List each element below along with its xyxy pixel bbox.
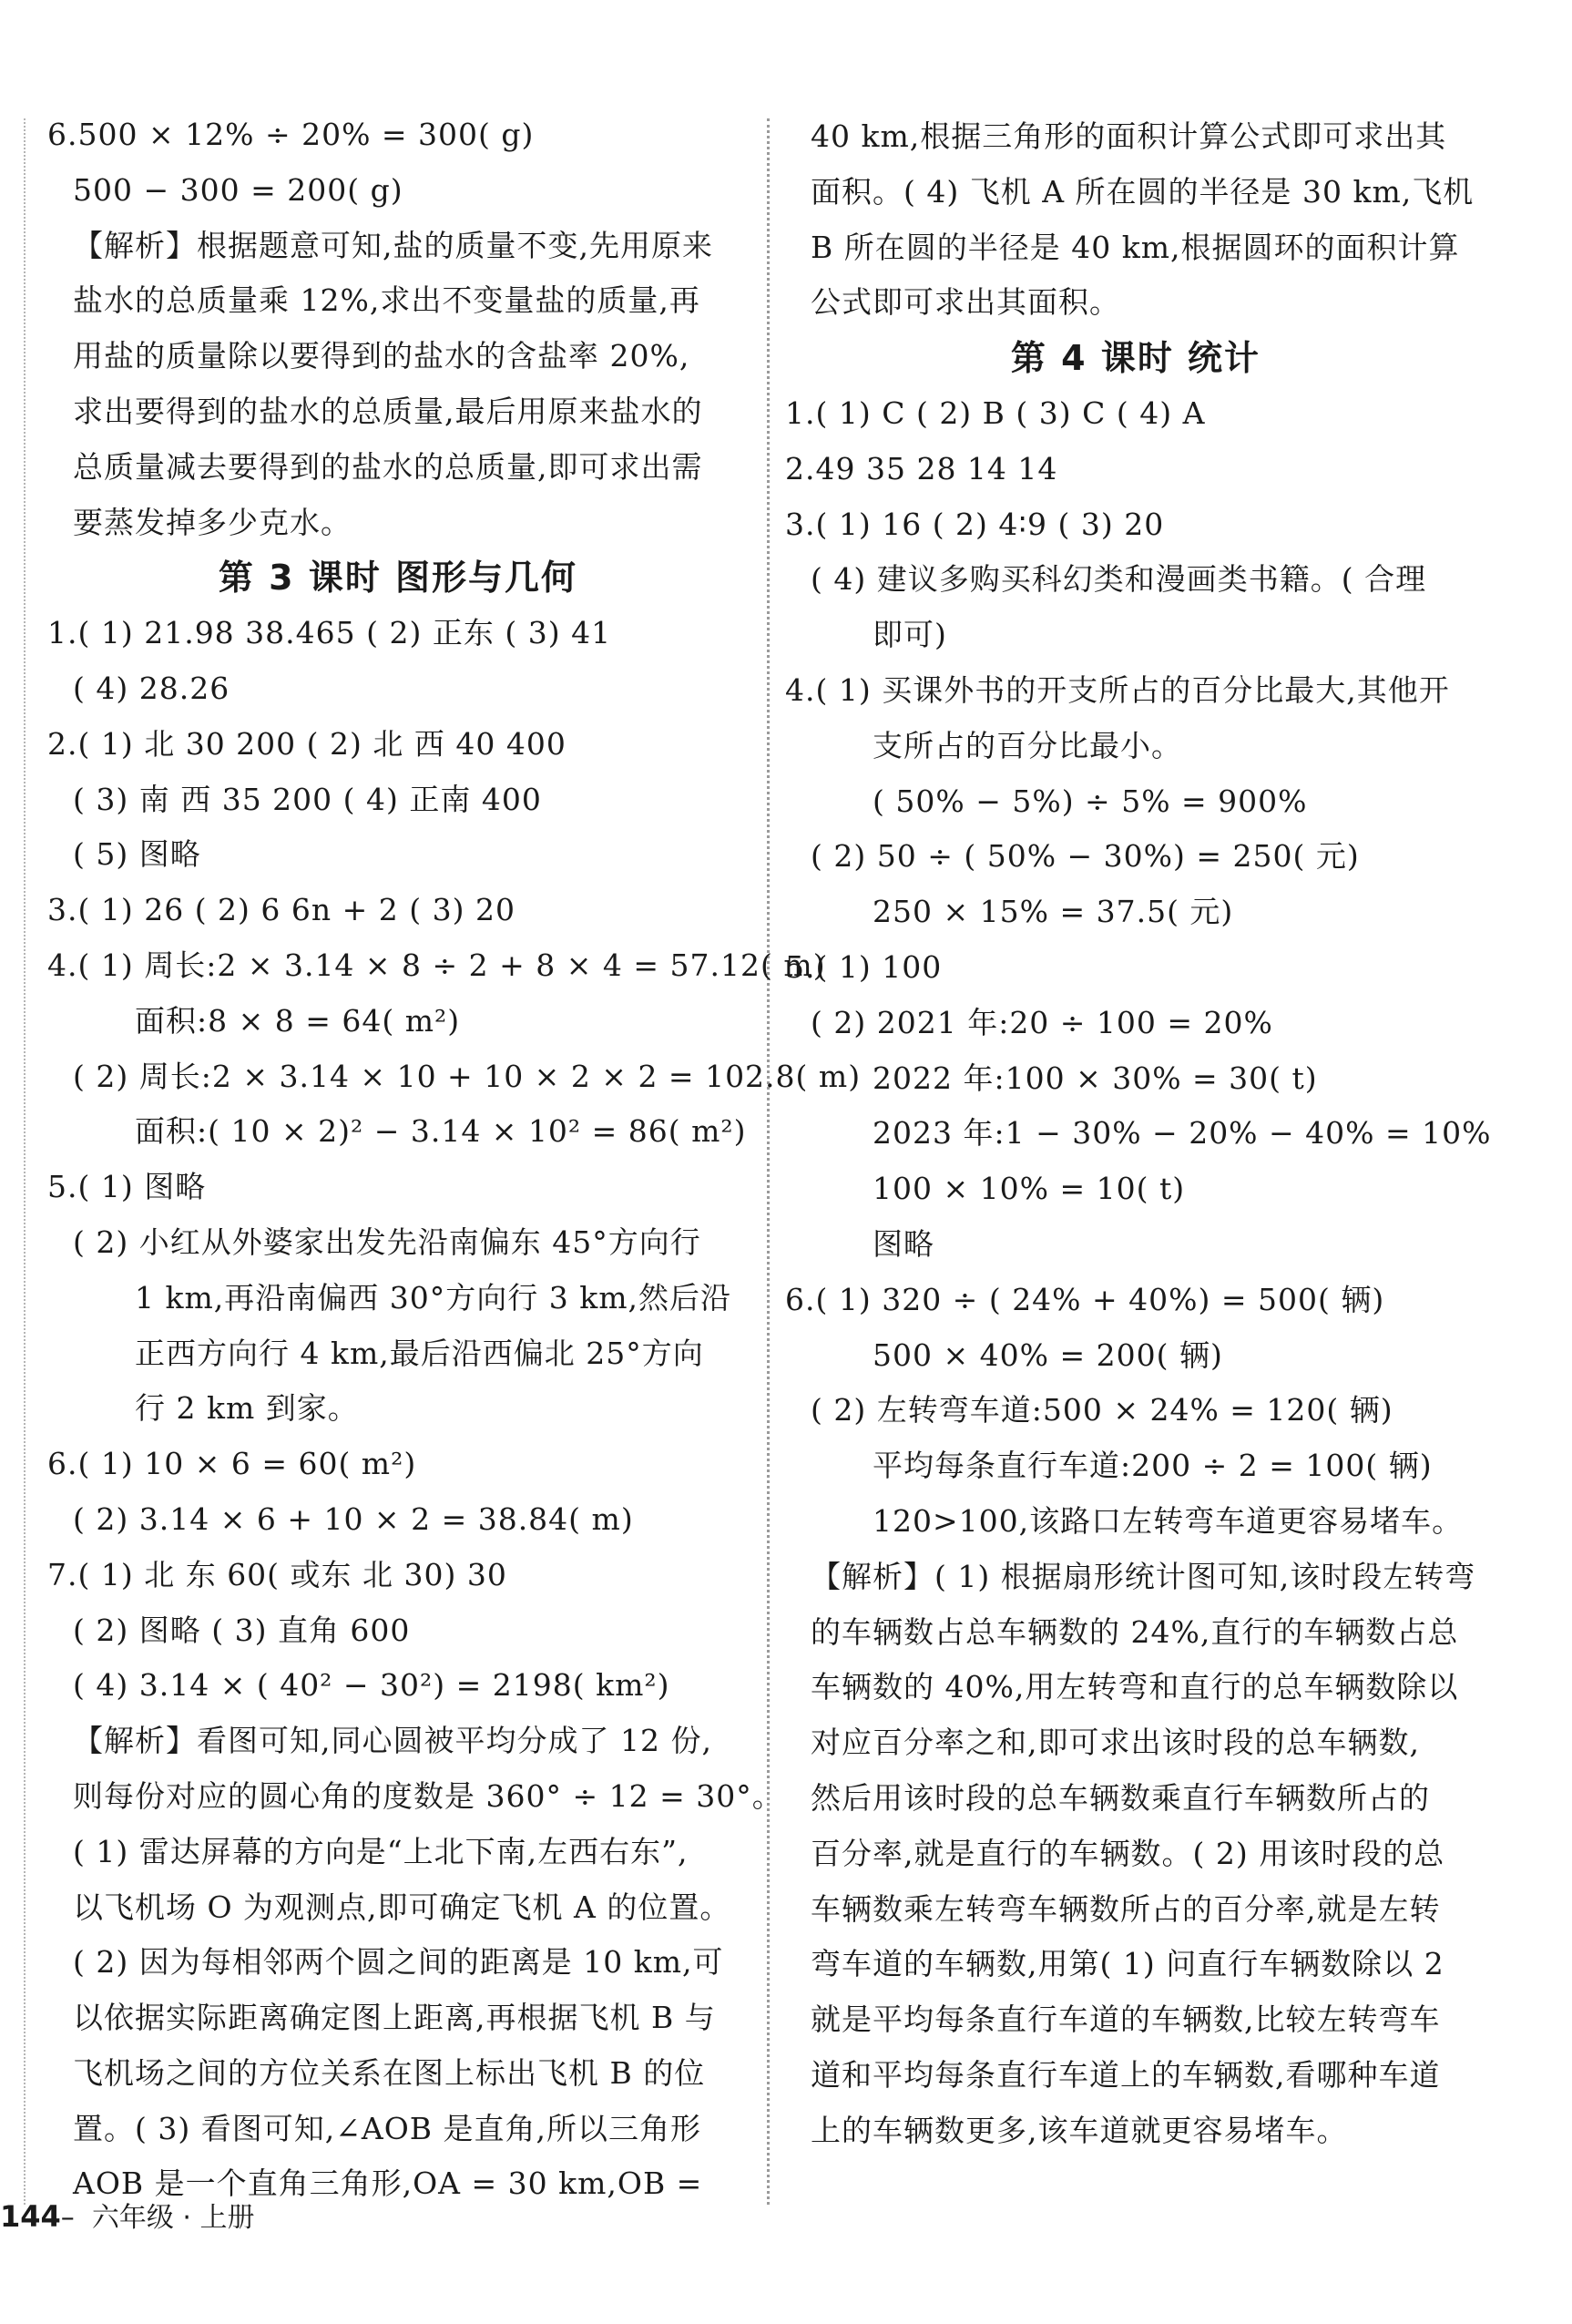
text-line: 120>100,该路口左转弯车道更容易堵车。 (873, 1502, 1464, 1539)
text-line: ( 2) 周长:2 × 3.14 × 10 + 10 × 2 × 2 = 102.8( m) (73, 1058, 862, 1094)
text-line: 飞机场之间的方位关系在图上标出飞机 B 的位 (73, 2054, 706, 2091)
section-title: 第 3 课时 图形与几何 (218, 558, 578, 599)
text-line: 【解析】( 1) 根据扇形统计图可知,该时段左转弯 (811, 1558, 1476, 1594)
text-line: 3.( 1) 16 ( 2) 4∶9 ( 3) 20 (785, 506, 1165, 542)
text-line: 平均每条直行车道:200 ÷ 2 = 100( 辆) (873, 1448, 1433, 1484)
text-line: 以依据实际距离确定图上距离,再根据飞机 B 与 (73, 2000, 716, 2036)
page-number: 144 (0, 2199, 61, 2234)
text-line: ( 5) 图略 (73, 836, 201, 873)
text-line: 6.500 × 12% ÷ 20% = 300( g) (47, 117, 535, 152)
text-line: B 所在圆的半径是 40 km,根据圆环的面积计算 (811, 229, 1460, 265)
text-line: 则每份对应的圆心角的度数是 360° ÷ 12 = 30°。 (73, 1777, 783, 1814)
text-line: 2023 年:1 − 30% − 20% − 40% = 10% (873, 1115, 1492, 1152)
text-line: ( 50% − 5%) ÷ 5% = 900% (873, 783, 1308, 819)
text-line: 250 × 15% = 37.5( 元) (873, 894, 1234, 930)
text-line: 就是平均每条直行车道的车辆数,比较左转弯车 (811, 2002, 1441, 2038)
text-line: 车辆数的 40%,用左转弯和直行的总车辆数除以 (811, 1669, 1459, 1705)
text-line: 【解析】根据题意可知,盐的质量不变,先用原来 (73, 227, 713, 263)
footer-dash: – (60, 2202, 75, 2234)
text-line: ( 4) 3.14 × ( 40² − 30²) = 2198( km²) (73, 1667, 670, 1704)
text-line: 面积。( 4) 飞机 A 所在圆的半径是 30 km,飞机 (811, 173, 1475, 210)
right-column (785, 109, 1492, 2158)
text-line: 上的车辆数更多,该车道就更容易堵车。 (811, 2112, 1348, 2148)
text-line: 支所占的百分比最小。 (873, 727, 1182, 763)
grade-label: 六年级 · 上册 (91, 2202, 255, 2234)
text-line: ( 2) 左转弯车道:500 × 24% = 120( 辆) (811, 1392, 1393, 1428)
text-line: 即可) (873, 617, 947, 653)
text-line: 的车辆数占总车辆数的 24%,直行的车辆数占总 (811, 1613, 1459, 1650)
text-line: AOB 是一个直角三角形,OA = 30 km,OB = (73, 2165, 703, 2202)
text-line: 500 × 40% = 200( 辆) (873, 1336, 1223, 1373)
text-line: ( 2) 图略 ( 3) 直角 600 (73, 1612, 411, 1648)
text-line: 4.( 1) 周长:2 × 3.14 × 8 ÷ 2 + 8 × 4 = 57.12( m) (47, 947, 826, 983)
text-line: 6.( 1) 320 ÷ ( 24% + 40%) = 500( 辆) (785, 1281, 1385, 1317)
text-line: 5.( 1) 图略 (47, 1169, 207, 1205)
text-line: 行 2 km 到家。 (135, 1390, 359, 1427)
text-line: 1.( 1) C ( 2) B ( 3) C ( 4) A (785, 394, 1206, 431)
text-line: 图略 (873, 1225, 934, 1262)
text-line: 面积:8 × 8 = 64( m²) (135, 1002, 461, 1039)
text-line: 2.( 1) 北 30 200 ( 2) 北 西 40 400 (47, 725, 567, 762)
text-line: 以飞机场 O 为观测点,即可确定飞机 A 的位置。 (73, 1889, 731, 1925)
text-line: ( 2) 3.14 × 6 + 10 × 2 = 38.84( m) (73, 1500, 634, 1537)
text-line: 然后用该时段的总车辆数乘直行车辆数所占的 (811, 1779, 1430, 1816)
text-line: 盐水的总质量乘 12%,求出不变量盐的质量,再 (73, 282, 700, 319)
text-line: 4.( 1) 买课外书的开支所占的百分比最大,其他开 (785, 671, 1450, 708)
text-line: 100 × 10% = 10( t) (873, 1171, 1186, 1207)
text-line: ( 2) 50 ÷ ( 50% − 30%) = 250( 元) (811, 838, 1360, 875)
text-line: 6.( 1) 10 × 6 = 60( m²) (47, 1446, 417, 1482)
text-line: 用盐的质量除以要得到的盐水的含盐率 20%, (73, 338, 690, 374)
text-line: 要蒸发掉多少克水。 (73, 504, 352, 540)
text-line: 1.( 1) 21.98 38.465 ( 2) 正东 ( 3) 41 (47, 615, 612, 651)
text-line: ( 4) 建议多购买科幻类和漫画类书籍。( 合理 (811, 561, 1427, 598)
text-line: 总质量减去要得到的盐水的总质量,即可求出需 (73, 448, 703, 485)
column-divider (767, 118, 770, 2205)
text-line: 正西方向行 4 km,最后沿西偏北 25°方向 (135, 1335, 704, 1371)
text-line: 面积:( 10 × 2)² − 3.14 × 10² = 86( m²) (135, 1113, 747, 1150)
text-line: 置。( 3) 看图可知,∠AOB 是直角,所以三角形 (73, 2110, 701, 2146)
text-line: ( 1) 雷达屏幕的方向是“上北下南,左西右东”, (73, 1833, 689, 1869)
text-line: ( 2) 因为每相邻两个圆之间的距离是 10 km,可 (73, 1944, 724, 1981)
text-line: 道和平均每条直行车道上的车辆数,看哪种车道 (811, 2056, 1441, 2093)
text-line: 对应百分率之和,即可求出该时段的总车辆数, (811, 1725, 1420, 1761)
text-line: ( 3) 南 西 35 200 ( 4) 正南 400 (73, 781, 542, 817)
section-title: 第 4 课时 统计 (1010, 338, 1261, 379)
text-line: 500 − 300 = 200( g) (73, 171, 403, 208)
text-line: 2022 年:100 × 30% = 30( t) (873, 1060, 1318, 1096)
text-line: 5.( 1) 100 (785, 948, 943, 985)
text-line: 弯车道的车辆数,用第( 1) 问直行车辆数除以 2 (811, 1946, 1444, 1982)
text-line: ( 2) 小红从外婆家出发先沿南偏东 45°方向行 (73, 1223, 701, 1260)
text-line: 2.49 35 28 14 14 (785, 450, 1058, 486)
text-line: 3.( 1) 26 ( 2) 6 6n + 2 ( 3) 20 (47, 892, 515, 928)
text-line: 40 km,根据三角形的面积计算公式即可求出其 (811, 118, 1447, 154)
text-line: 百分率,就是直行的车辆数。( 2) 用该时段的总 (811, 1835, 1445, 1871)
text-line: 【解析】看图可知,同心圆被平均分成了 12 份, (73, 1723, 712, 1759)
page-footer (0, 2194, 254, 2241)
left-margin-rule (24, 118, 26, 2205)
text-line: ( 4) 28.26 (73, 670, 230, 706)
text-line: ( 2) 2021 年:20 ÷ 100 = 20% (811, 1004, 1273, 1040)
left-column (47, 107, 862, 2212)
text-line: 1 km,再沿南偏西 30°方向行 3 km,然后沿 (135, 1279, 731, 1316)
text-line: 车辆数乘左转弯车辆数所占的百分率,就是左转 (811, 1890, 1441, 1927)
text-line: 7.( 1) 北 东 60( 或东 北 30) 30 (47, 1556, 507, 1592)
text-line: 求出要得到的盐水的总质量,最后用原来盐水的 (73, 393, 703, 429)
text-line: 公式即可求出其面积。 (811, 284, 1120, 321)
